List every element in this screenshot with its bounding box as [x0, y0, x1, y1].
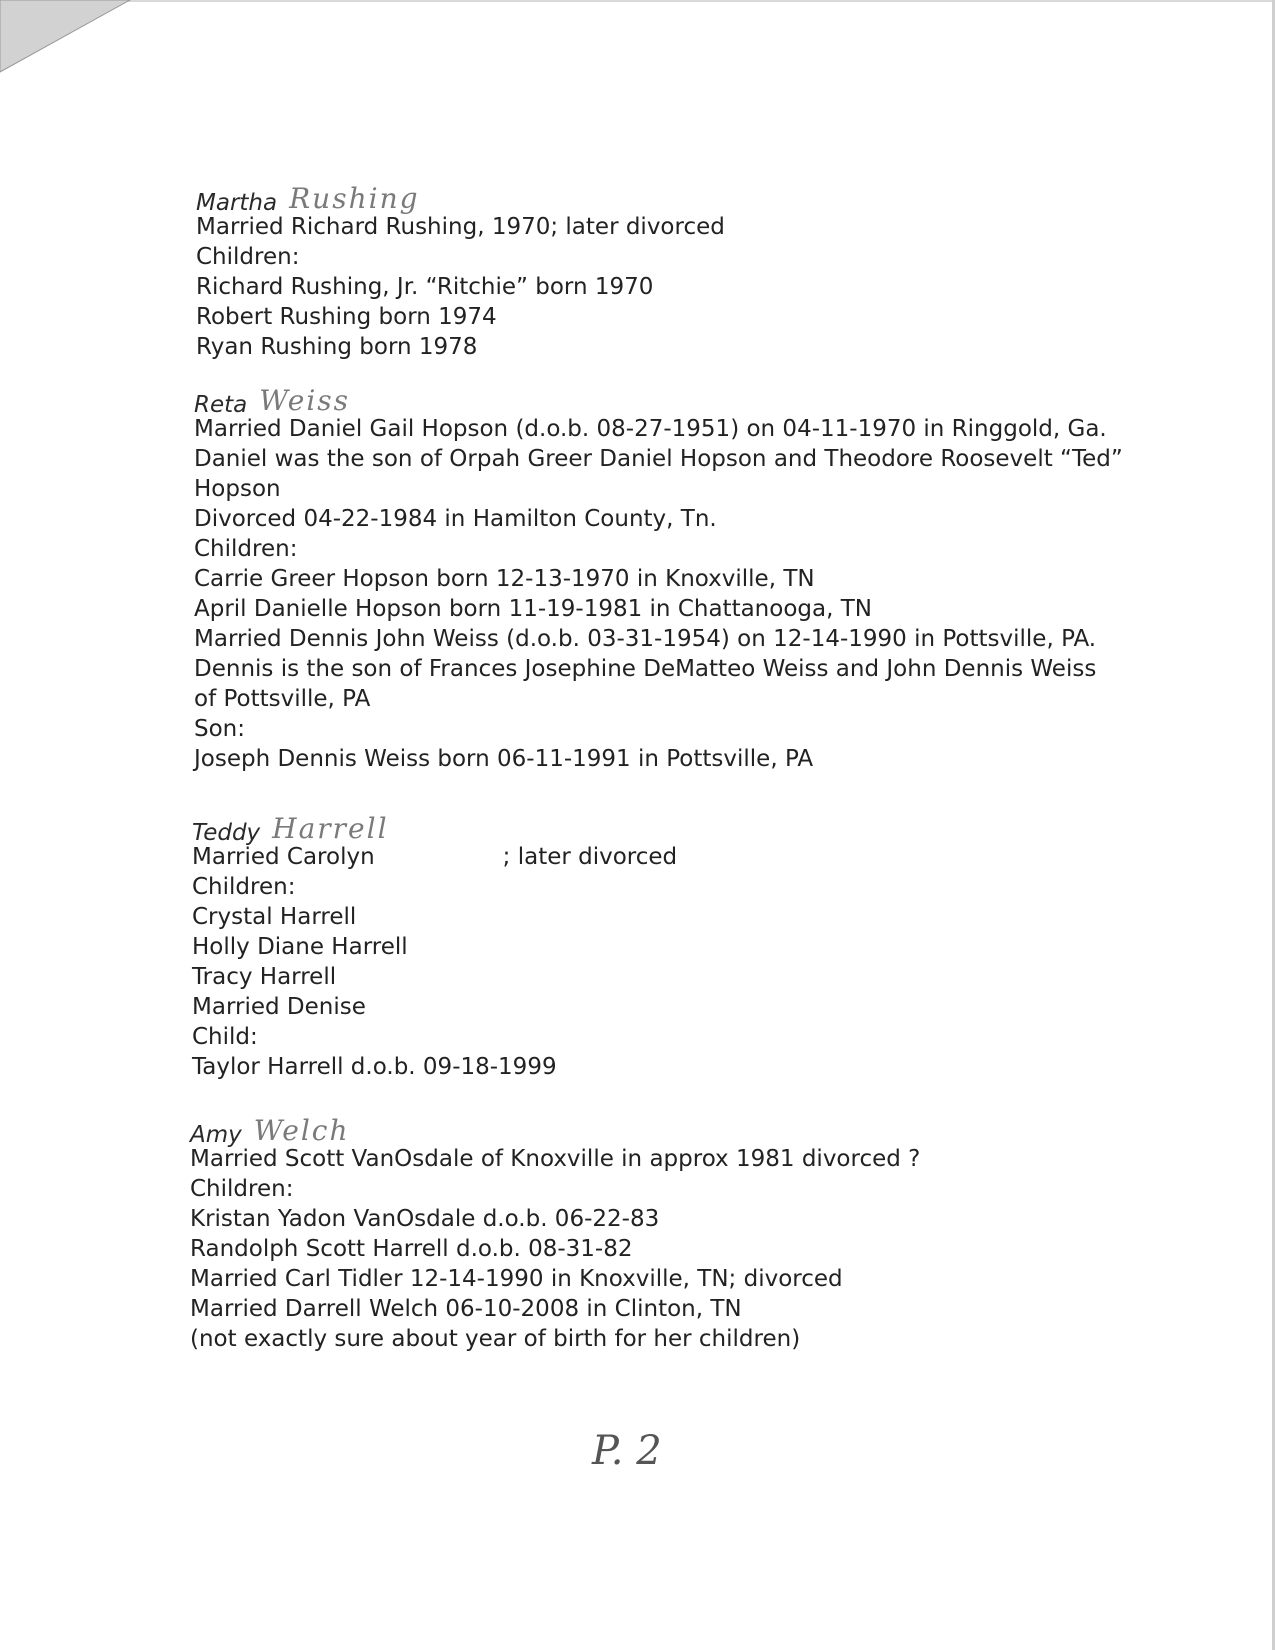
text-line: Hopson — [194, 476, 281, 502]
typed-first-name: Reta — [194, 392, 248, 418]
text-line: Children: — [190, 1176, 294, 1202]
text-line: of Pottsville, PA — [194, 686, 371, 712]
text-line: Richard Rushing, Jr. “Ritchie” born 1970 — [196, 274, 654, 300]
text-line: Children: — [194, 536, 298, 562]
text-line: Child: — [192, 1024, 258, 1050]
entry-heading — [192, 808, 1275, 846]
text-line: Kristan Yadon VanOsdale d.o.b. 06-22-83 — [190, 1206, 660, 1232]
text-line: Carrie Greer Hopson born 12-13-1970 in Knoxville, TN — [194, 566, 815, 592]
text-line: Daniel was the son of Orpah Greer Daniel Hopson and Theodore Roosevelt “Ted” — [194, 446, 1123, 472]
typed-first-name: Martha — [196, 190, 278, 216]
text-line: Married Carl Tidler 12-14-1990 in Knoxville, TN; divorced — [190, 1266, 843, 1292]
typed-first-name: Amy — [190, 1122, 242, 1148]
text-line: Children: — [192, 874, 296, 900]
text-line: Married Dennis John Weiss (d.o.b. 03-31-1954) on 12-14-1990 in Pottsville, PA. — [194, 626, 1097, 652]
handwritten-surname: Harrell — [272, 812, 389, 845]
text-line: Tracy Harrell — [192, 964, 337, 990]
text-line: Crystal Harrell — [192, 904, 357, 930]
text-line: Son: — [194, 716, 245, 742]
text-line: Married Scott VanOsdale of Knoxville in approx 1981 divorced ? — [190, 1146, 921, 1172]
handwritten-surname: Rushing — [289, 182, 420, 215]
text-line: Ryan Rushing born 1978 — [196, 334, 478, 360]
text-line: Holly Diane Harrell — [192, 934, 408, 960]
later-divorced-text: ; later divorced — [502, 844, 678, 870]
entry-heading — [194, 380, 1275, 418]
text-line: Dennis is the son of Frances Josephine DeMatteo Weiss and John Dennis Weiss — [194, 656, 1097, 682]
married-carolyn-text: Married Carolyn — [192, 844, 375, 870]
text-line: (not exactly sure about year of birth for her children) — [190, 1326, 801, 1352]
entry-heading — [190, 1110, 1275, 1148]
entry-reta — [194, 380, 1275, 774]
text-line: Robert Rushing born 1974 — [196, 304, 497, 330]
text-line: Married Denise — [192, 994, 366, 1020]
entry-martha — [196, 178, 1275, 362]
text-line: Taylor Harrell d.o.b. 09-18-1999 — [192, 1054, 557, 1080]
entry-teddy — [192, 808, 1275, 1082]
text-line — [192, 842, 1275, 872]
text-line: Married Darrell Welch 06-10-2008 in Clinton, TN — [190, 1296, 742, 1322]
text-line: April Danielle Hopson born 11-19-1981 in Chattanooga, TN — [194, 596, 872, 622]
text-line: Married Richard Rushing, 1970; later divorced — [196, 214, 725, 240]
text-line: Randolph Scott Harrell d.o.b. 08-31-82 — [190, 1236, 633, 1262]
entry-amy — [190, 1110, 1275, 1354]
text-line: Divorced 04-22-1984 in Hamilton County, Tn. — [194, 506, 717, 532]
handwritten-surname: Welch — [253, 1114, 350, 1147]
handwritten-page-number: P. 2 — [592, 1428, 662, 1474]
text-line: Children: — [196, 244, 300, 270]
typed-first-name: Teddy — [192, 820, 261, 846]
text-line: Joseph Dennis Weiss born 06-11-1991 in Pottsville, PA — [194, 746, 814, 772]
handwritten-surname: Weiss — [259, 384, 351, 417]
entry-heading — [196, 178, 1275, 216]
text-line: Married Daniel Gail Hopson (d.o.b. 08-27-1951) on 04-11-1970 in Ringgold, Ga. — [194, 416, 1107, 442]
